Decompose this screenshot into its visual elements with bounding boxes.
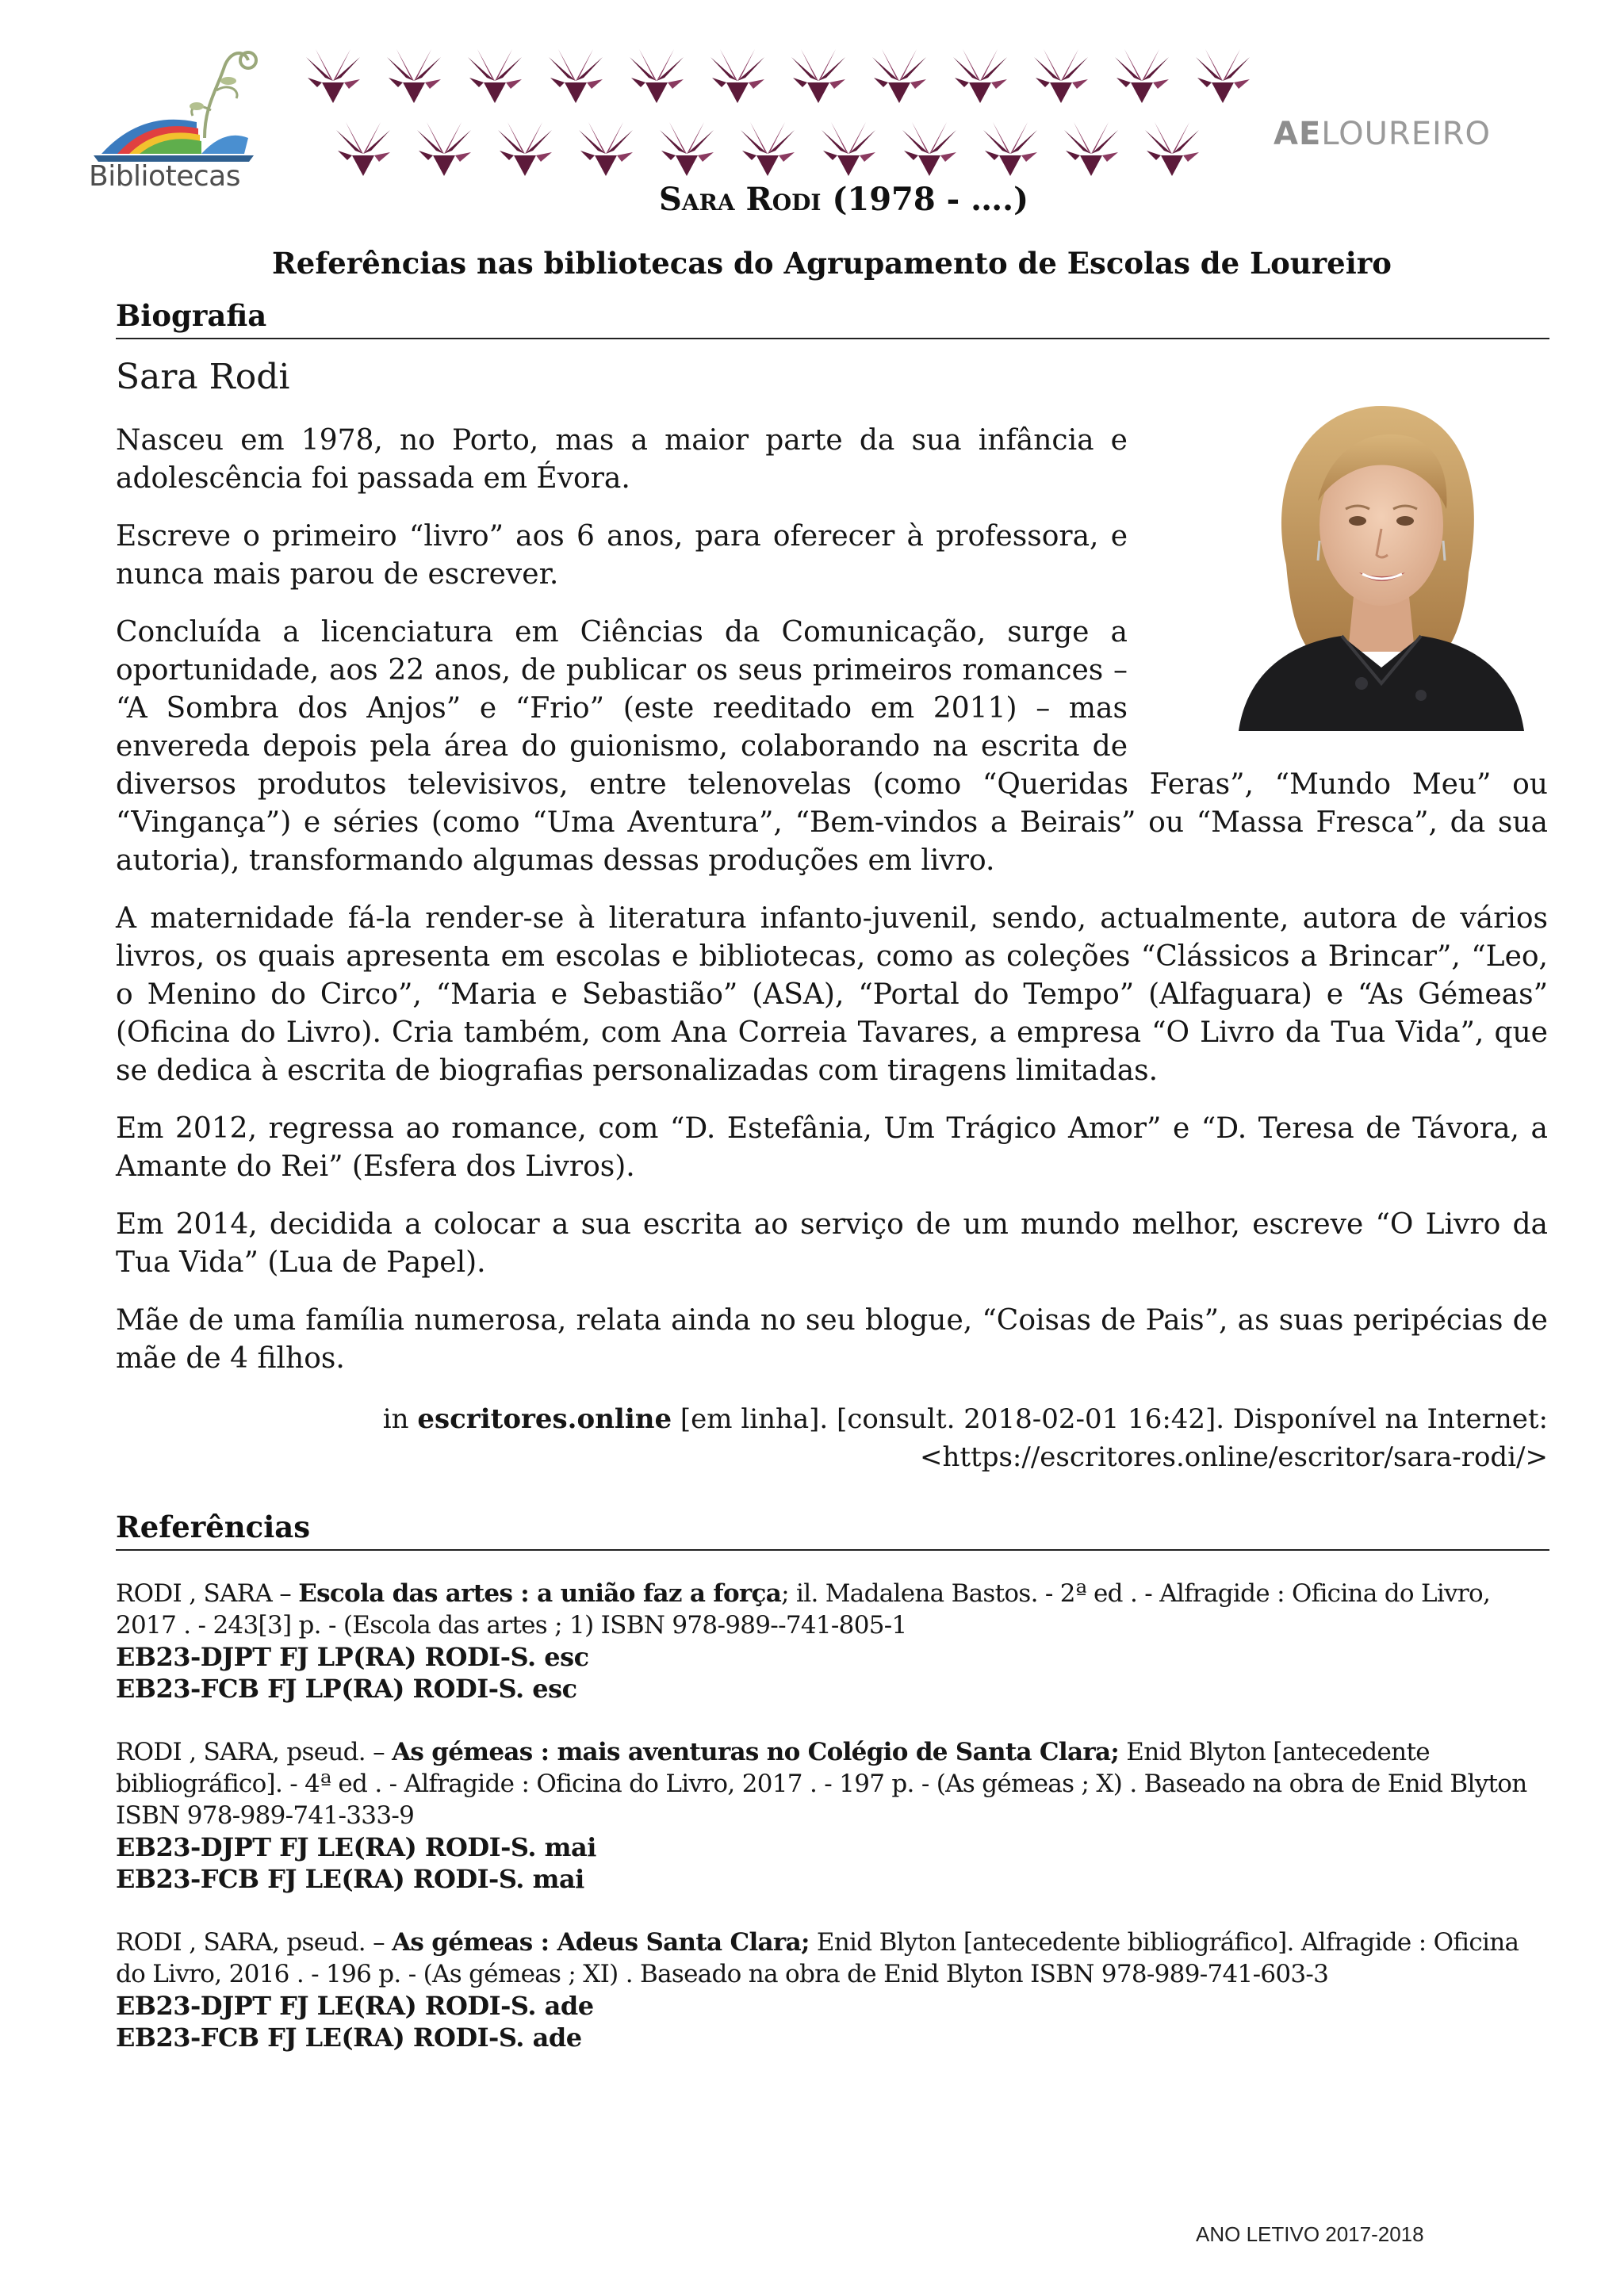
source-citation: [358, 1400, 1548, 1476]
bio-paragraph: Nasceu em 1978, no Porto, mas a maior parte da sua infância e adolescência foi passada em Évora.: [116, 424, 1128, 495]
bio-paragraph: A maternidade fá-la render-se à literatura infanto-juvenil, sendo, actualmente, autora de vários livros, os quais apresenta em escolas e bibliotecas, como as coleções “Clássicos a Brincar”, “Leo, o Menino do Circo”, “Maria e Sebastião” (ASA), “Portal do Tempo” (Alfaguara) e “As Gémeas” (Oficina do Livro). Cria também, com Ana Correia Tavares, a empresa “O Livro da Tua Vida”, que se dedica à escrita de biografias personalizadas com tiragens limitadas.: [116, 902, 1548, 1087]
paper-crane-icon: [736, 119, 799, 182]
bio-paragraph: Em 2012, regressa ao romance, com “D. Estefânia, Um Trágico Amor” e “D. Teresa de Távora, a Amante do Rei” (Esfera dos Livros).: [116, 1112, 1548, 1183]
paper-crane-icon: [574, 119, 638, 182]
author-name: Sara Rodi: [116, 357, 290, 397]
shelf-location: EB23-DJPT FJ LP(RA) RODI-S. esc: [116, 1642, 589, 1672]
reference-details: ; il. Madalena Bastos. - 2ª ed . - Alfragide : Oficina do Livro, 2017 . - 243[3] p. - (Escola das artes ; 1) ISBN 978-989--741-805-1: [116, 1579, 1491, 1640]
paper-crane-icon: [544, 46, 607, 109]
paper-crane-icon: [868, 46, 931, 109]
source-prefix: in: [382, 1403, 409, 1435]
paper-crane-icon: [898, 119, 961, 182]
crane-row-bottom: [331, 119, 1204, 182]
shelf-location: EB23-DJPT FJ LE(RA) RODI-S. ade: [116, 1991, 594, 2021]
paper-crane-icon: [1110, 46, 1174, 109]
reference-title: Escola das artes : a união faz a força: [298, 1579, 782, 1608]
paper-crane-icon: [1029, 46, 1093, 109]
paper-crane-garland: [301, 40, 1285, 182]
paper-crane-icon: [493, 119, 557, 182]
source-details: [em linha]. [consult. 2018-02-01 16:42]. Disponível na Internet:: [680, 1403, 1548, 1435]
shelf-location: EB23-FCB FJ LP(RA) RODI-S. esc: [116, 1674, 577, 1704]
paper-crane-icon: [382, 46, 446, 109]
shelf-location: EB23-DJPT FJ LE(RA) RODI-S. mai: [116, 1832, 596, 1862]
paper-crane-icon: [1191, 46, 1254, 109]
paper-crane-icon: [301, 46, 365, 109]
paper-crane-icon: [817, 119, 880, 182]
footer-school-year: ANO LETIVO 2017-2018: [1196, 2222, 1424, 2246]
paper-crane-icon: [412, 119, 476, 182]
shelf-location: EB23-FCB FJ LE(RA) RODI-S. mai: [116, 1864, 584, 1894]
crane-row-top: [301, 46, 1254, 109]
reference-description: [116, 1927, 1548, 1990]
bio-paragraph: Em 2014, decidida a colocar a sua escrita ao serviço de um mundo melhor, escreve “O Livro da Tua Vida” (Lua de Papel).: [116, 1208, 1548, 1279]
source-url[interactable]: <https://escritores.online/escritor/sara-rodi/>: [920, 1441, 1548, 1473]
shelf-location: EB23-FCB FJ LE(RA) RODI-S. ade: [116, 2022, 582, 2053]
bio-paragraph: Concluída a licenciatura em Ciências da Comunicação, surge a oportunidade, aos 22 anos, de publicar os seus primeiros romances – “A Sombra dos Anjos” e “Frio” (este reeditado em 2011) – mas envereda depois pela área do guionismo, colaborando na escrita de diversos produtos televisivos, entre telenovelas (como “Queridas Feras”, “Mundo Meu” ou “Vingança”) e séries (como “Uma Aventura”, “Bem-vindos a Beirais” ou “Massa Fresca”, da sua autoria), transformando algumas dessas produções em livro.: [116, 616, 1548, 877]
source-site: escritores.online: [417, 1403, 672, 1435]
reference-entry: [116, 1736, 1548, 1895]
title-years: (1978 - ….): [832, 181, 1029, 218]
reference-description: [116, 1736, 1548, 1831]
paper-crane-icon: [331, 119, 395, 182]
library-logo-text: Bibliotecas: [89, 160, 240, 193]
school-logo-prefix: AE: [1274, 116, 1322, 152]
paper-crane-icon: [463, 46, 527, 109]
author-portrait: [1191, 382, 1556, 731]
references-list: [116, 1578, 1548, 2085]
bibliotecas-logo: [86, 35, 262, 201]
bio-paragraph: Escreve o primeiro “livro” aos 6 anos, para oferecer à professora, e nunca mais parou de escrever.: [116, 520, 1128, 591]
paper-crane-icon: [625, 46, 688, 109]
biography-body: [116, 422, 1548, 1398]
reference-author: RODI , SARA –: [116, 1579, 292, 1608]
paper-crane-icon: [979, 119, 1042, 182]
reference-author: RODI , SARA, pseud. –: [116, 1928, 385, 1957]
reference-entry: [116, 1578, 1548, 1705]
paper-crane-icon: [1059, 119, 1123, 182]
reference-title: As gémeas : Adeus Santa Clara;: [392, 1928, 810, 1957]
reference-author: RODI , SARA, pseud. –: [116, 1738, 385, 1766]
page-title: [0, 181, 1624, 218]
reference-details: Enid Blyton [antecedente bibliográfico]. Alfragide : Oficina do Livro, 2016 . - 196 p. - (As gémeas ; XI) . Baseado na obra de Enid Blyton ISBN 978-989-741-603-3: [116, 1928, 1519, 1988]
references-heading: Referências: [116, 1510, 1549, 1551]
paper-crane-icon: [655, 119, 718, 182]
paper-crane-icon: [948, 46, 1012, 109]
paper-crane-icon: [1140, 119, 1204, 182]
paper-crane-icon: [787, 46, 850, 109]
bio-paragraph: Mãe de uma família numerosa, relata ainda no seu blogue, “Coisas de Pais”, as suas peripécias de mãe de 4 filhos.: [116, 1304, 1548, 1375]
paper-crane-icon: [706, 46, 769, 109]
reference-entry: [116, 1927, 1548, 2053]
title-author-name: Sara Rodi: [658, 181, 822, 218]
reference-title: As gémeas : mais aventuras no Colégio de Santa Clara;: [392, 1738, 1120, 1766]
page-subtitle: Referências nas bibliotecas do Agrupamento de Escolas de Loureiro: [272, 246, 1392, 281]
school-logo-name: LOUREIRO: [1321, 116, 1492, 152]
biography-heading: Biografia: [116, 298, 1549, 339]
reference-description: [116, 1578, 1548, 1641]
reference-details: Enid Blyton [antecedente bibliográfico]. - 4ª ed . - Alfragide : Oficina do Livro, 2017 . - 197 p. - (As gémeas ; X) . Baseado na obra de Enid Blyton ISBN 978-989-741-333-9: [116, 1738, 1527, 1830]
open-book-icon: [86, 35, 262, 162]
school-logo: [1274, 116, 1491, 152]
